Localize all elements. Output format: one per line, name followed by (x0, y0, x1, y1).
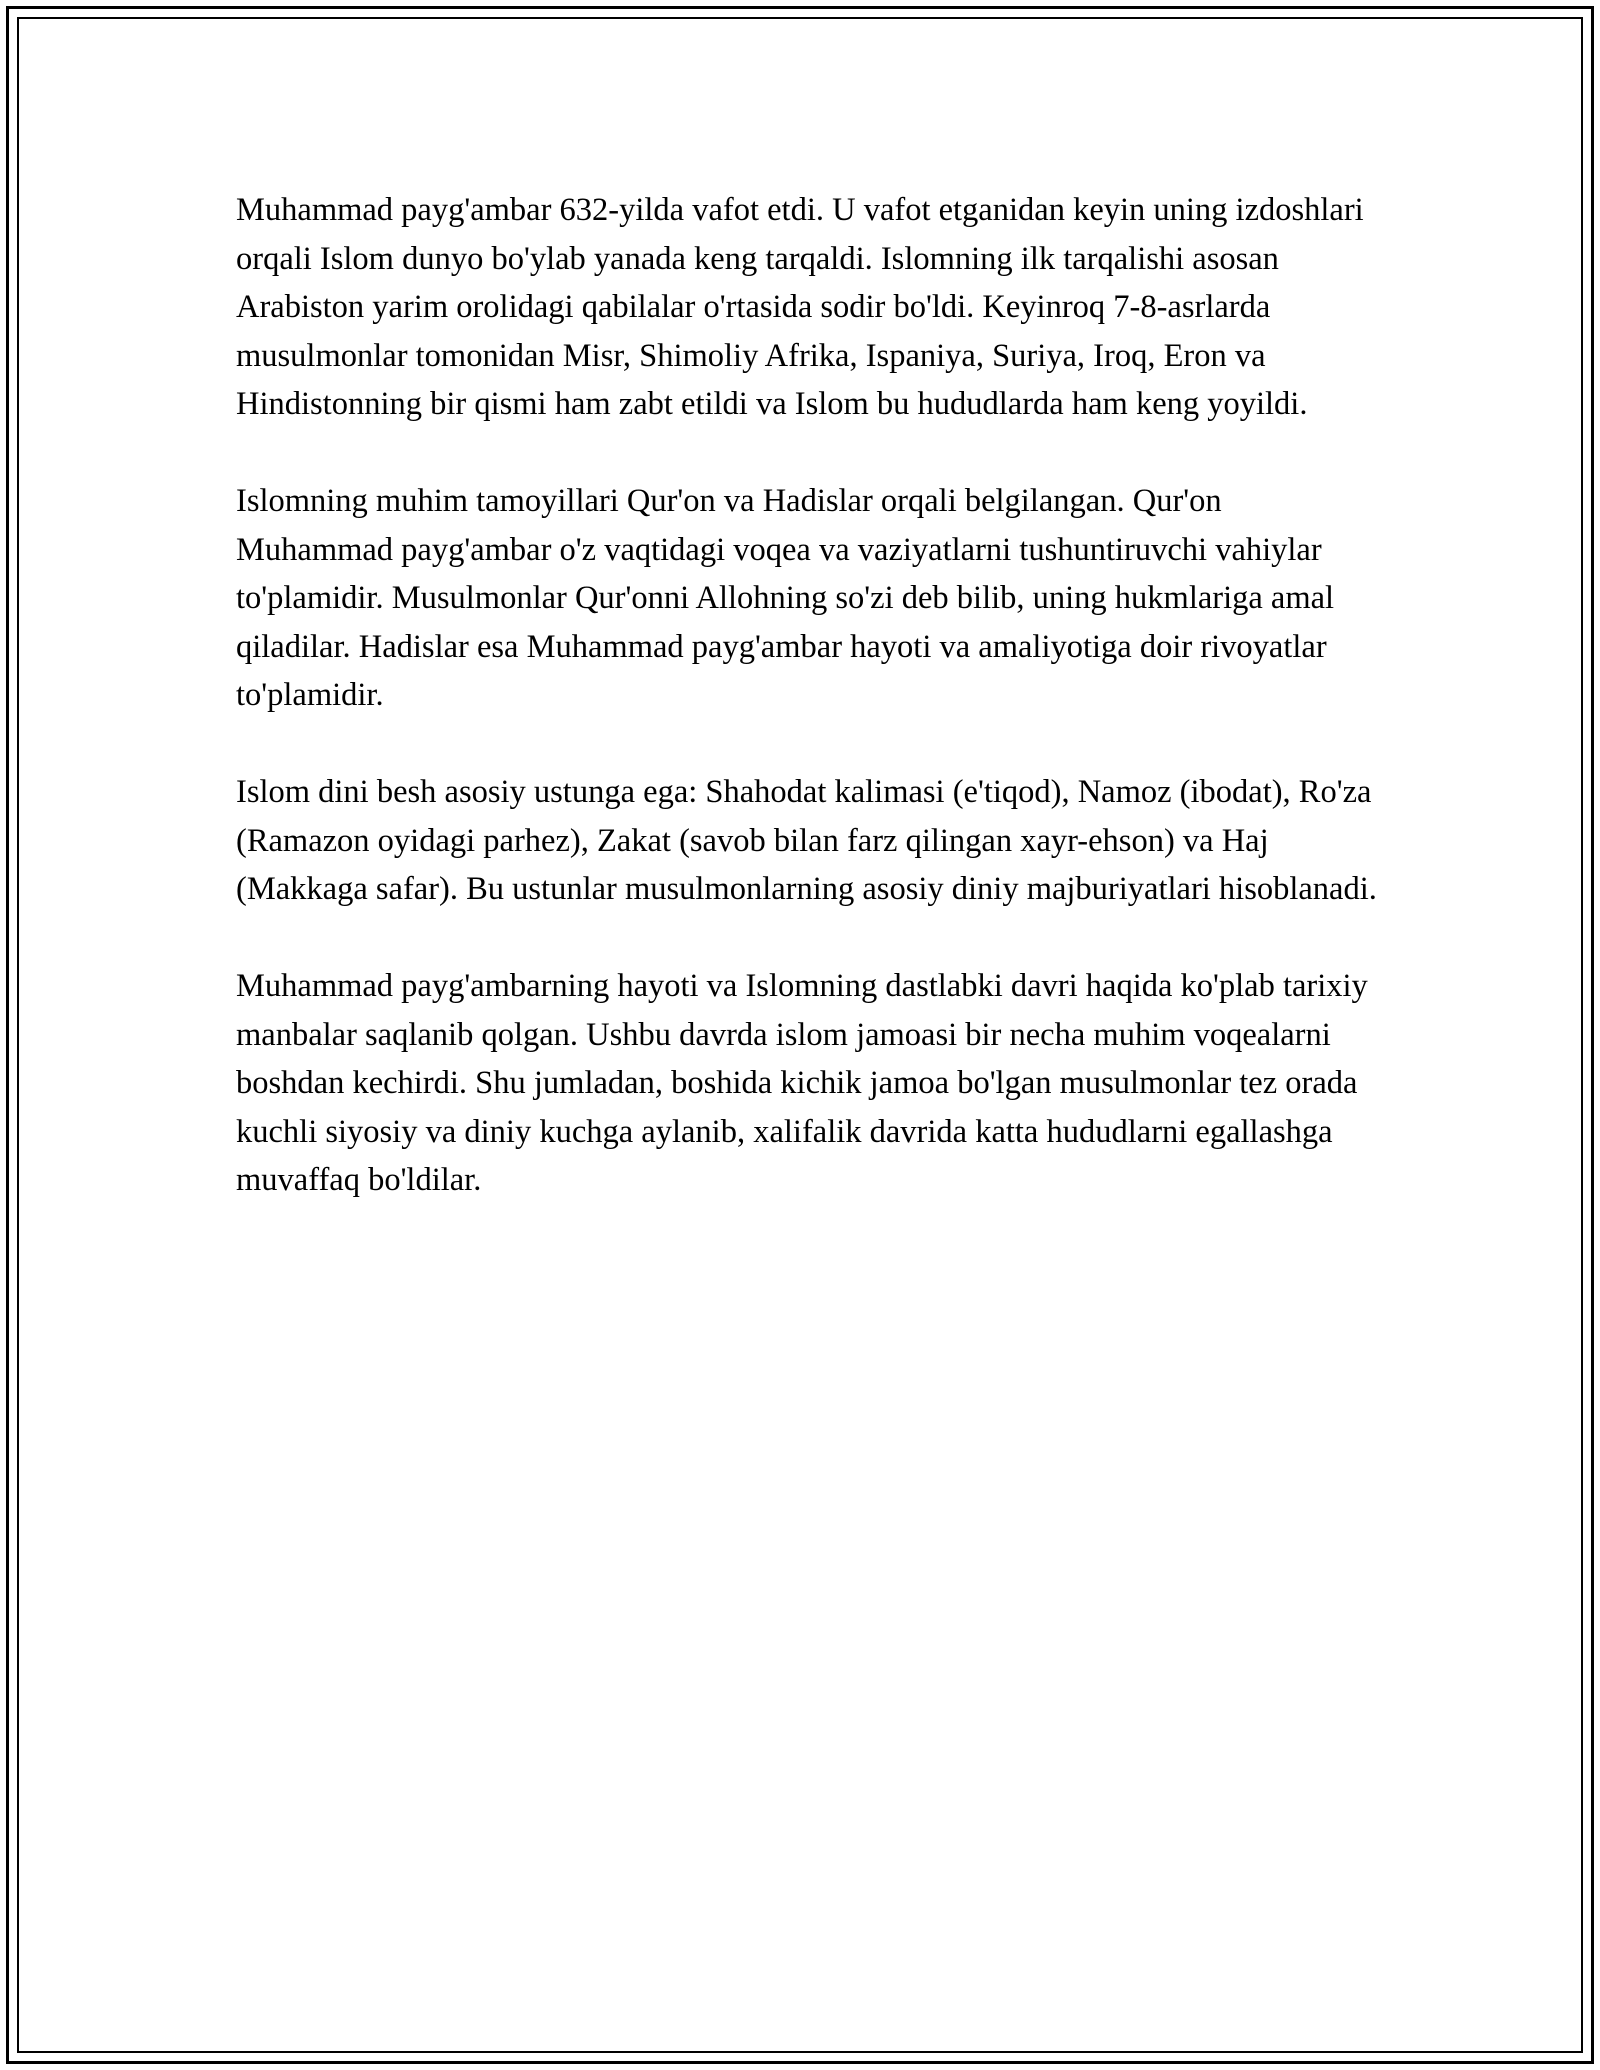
document-body (236, 186, 1386, 1253)
paragraph-4: Muhammad payg'ambarning hayoti va Islomning dastlabki davri haqida ko'plab tarixiy manbalar saqlanib qolgan. Ushbu davrda islom jamoasi bir necha muhim voqealarni boshdan kechirdi. Shu jumladan, boshida kichik jamoa bo'lgan musulmonlar tez orada kuchli siyosiy va diniy kuchga aylanib, xalifalik davrida katta hududlarni egallashga muvaffaq bo'ldilar. (236, 968, 1368, 1198)
paragraph-1: Muhammad payg'ambar 632-yilda vafot etdi. U vafot etganidan keyin uning izdoshlari orqali Islom dunyo bo'ylab yanada keng tarqaldi. Islomning ilk tarqalishi asosan Arabiston yarim orolidagi qabilalar o'rtasida sodir bo'ldi. Keyinroq 7-8-asrlarda musulmonlar tomonidan Misr, Shimoliy Afrika, Ispaniya, Suriya, Iroq, Eron va Hindistonning bir qismi ham zabt etildi va Islom bu hududlarda ham keng yoyildi. (236, 192, 1364, 422)
paragraph-2: Islomning muhim tamoyillari Qur'on va Hadislar orqali belgilangan. Qur'on Muhammad payg'ambar o'z vaqtidagi voqea va vaziyatlarni tushuntiruvchi vahiylar to'plamidir. Musulmonlar Qur'onni Allohning so'zi deb bilib, uning hukmlariga amal qiladilar. Hadislar esa Muhammad payg'ambar hayoti va amaliyotiga doir rivoyatlar to'plamidir. (236, 483, 1335, 713)
paragraph-3: Islom dini besh asosiy ustunga ega: Shahodat kalimasi (e'tiqod), Namoz (ibodat), Ro'za (Ramazon oyidagi parhez), Zakat (savob bilan farz qilingan xayr-ehson) va Haj (Makkaga safar). Bu ustunlar musulmonlarning asosiy diniy majburiyatlari hisoblanadi. (236, 774, 1377, 907)
